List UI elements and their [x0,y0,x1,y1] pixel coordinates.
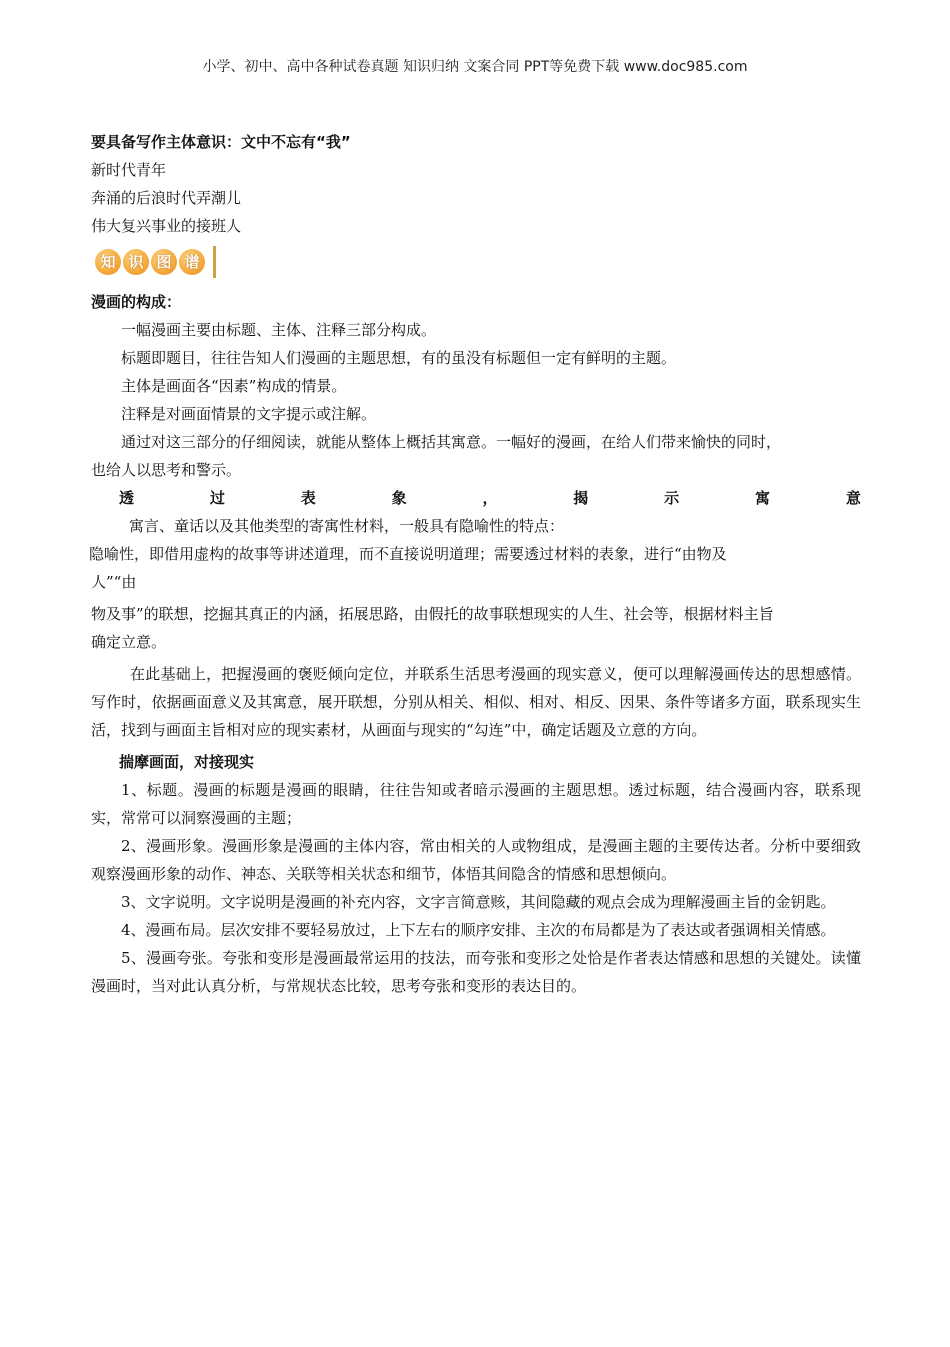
text-line: 通过对这三部分的仔细阅读，就能从整体上概括其寓意。一幅好的漫画，在给人们带来愉快的同时， [121,433,782,451]
heading-char: 寓 [755,489,771,507]
section-heading-subject: 要具备写作主体意识：文中不忘有“我” [91,133,351,151]
text-line: 主体是画面各“因素”构成的情景。 [121,377,347,395]
section-heading-study: 揣摩画面，对接现实 [119,753,255,771]
list-item: 4、漫画布局。层次安排不要轻易放过，上下左右的顺序安排、主次的布局都是为了表达或者强调相关情感。 [121,921,836,939]
text-line: 伟大复兴事业的接班人 [91,217,242,235]
badge-char: 知 [95,249,121,275]
text-line: 确定立意。 [91,633,167,651]
badge-char: 图 [151,249,177,275]
text-line: 一幅漫画主要由标题、主体、注释三部分构成。 [121,321,437,339]
text-line: 人”“由 [91,573,137,591]
page-header: 小学、初中、高中各种试卷真题 知识归纳 文案合同 PPT等免费下载 www.doc985.com [202,59,748,75]
text-line: 物及事”的联想，挖掘其真正的内涵，拓展思路，由假托的故事联想现实的人生、社会等，根据材料主旨 [91,605,774,623]
text-line: 新时代青年 [91,161,167,179]
heading-char: 表 [300,489,316,507]
text-line: 也给人以思考和警示。 [91,461,242,479]
heading-char: 过 [209,489,225,507]
text-line: 标题即题目，往往告知人们漫画的主题思想，有的虽没有标题但一定有鲜明的主题。 [121,349,677,367]
text-line: 注释是对画面情景的文字提示或注解。 [121,405,377,423]
text-line: 隐喻性，即借用虚构的故事等讲述道理，而不直接说明道理；需要透过材料的表象，进行“由物及 [89,545,727,563]
section-heading-reveal [91,484,861,512]
paragraph: 在此基础上，把握漫画的褒贬倾向定位，并联系生活思考漫画的现实意义，便可以理解漫画传达的思想感情。写作时，依据画面意义及其寓意，展开联想，分别从相关、相似、相对、相反、因果、条件等诸多方面，联系现实生活，找到与画面主旨相对应的现实素材，从画面与现实的“勾连”中，确定话题及立意的方向。 [91,665,861,739]
heading-char: ， [482,489,498,507]
text-line: 寓言、童话以及其他类型的寄寓性材料，一般具有隐喻性的特点： [129,517,565,535]
list-item: 3、文字说明。文字说明是漫画的补充内容，文字言简意赅，其间隐藏的观点会成为理解漫画主旨的金钥匙。 [121,893,836,911]
badge-char: 识 [123,249,149,275]
list-item: 2、漫画形象。漫画形象是漫画的主体内容，常由相关的人或物组成，是漫画主题的主要传达者。分析中要细致观察漫画形象的动作、神态、关联等相关状态和细节，体悟其间隐含的情感和思想倾向。 [91,837,861,883]
knowledge-map-badge [91,246,216,278]
list-item: 1、标题。漫画的标题是漫画的眼睛，往往告知或者暗示漫画的主题思想。透过标题，结合漫画内容，联系现实，常常可以洞察漫画的主题； [91,781,861,827]
list-item: 5、漫画夸张。夸张和变形是漫画最常运用的技法，而夸张和变形之处恰是作者表达情感和思想的关键处。读懂漫画时，当对此认真分析，与常规状态比较，思考夸张和变形的表达目的。 [91,949,861,995]
badge-char: 谱 [179,249,205,275]
heading-char: 透 [119,489,135,507]
section-heading-composition: 漫画的构成： [91,293,182,311]
heading-char: 象 [391,489,407,507]
heading-char: 示 [664,489,680,507]
heading-char: 揭 [573,489,589,507]
document-body [91,128,861,1000]
text-line: 奔涌的后浪时代弄潮儿 [91,189,242,207]
heading-char: 意 [845,489,861,507]
